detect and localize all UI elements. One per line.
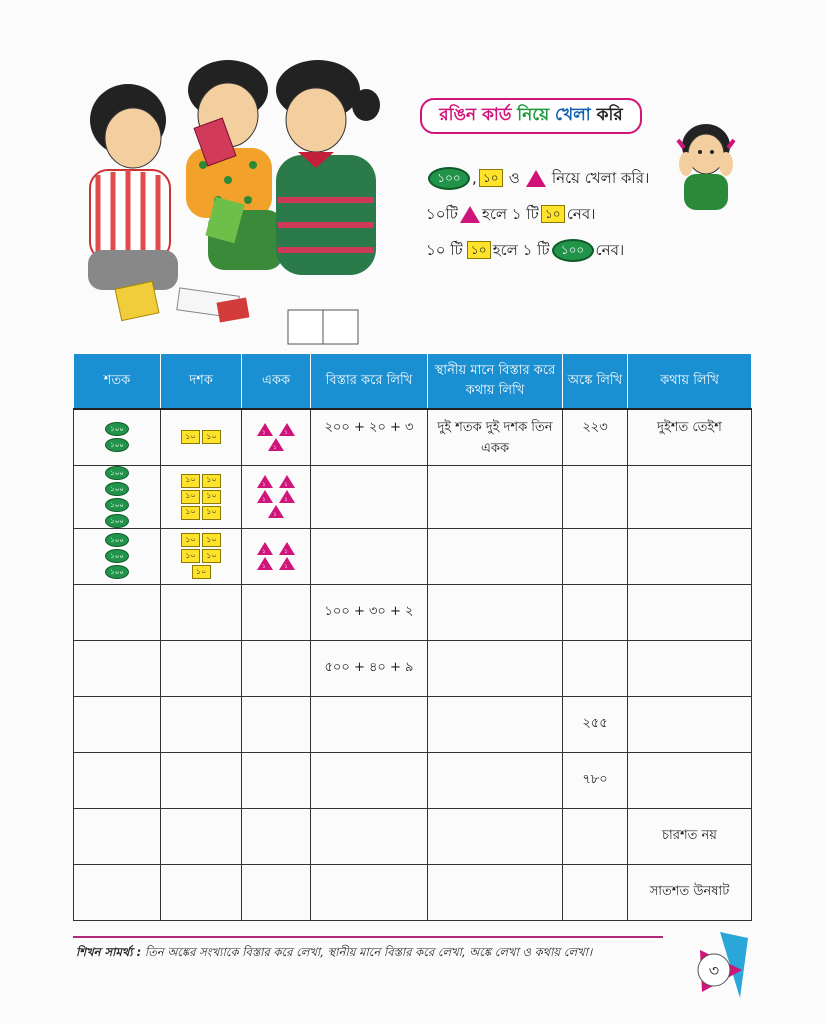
ten-cards-group xyxy=(179,533,223,579)
cell-words: দুইশত তেইশ xyxy=(628,409,752,465)
ten-card-icon: ১০ xyxy=(181,549,200,563)
cell-ones[interactable] xyxy=(242,584,311,640)
one-card-icon xyxy=(279,557,295,570)
one-card-label: ১ xyxy=(262,496,266,503)
table-header-row xyxy=(74,354,752,410)
one-card-label: ১ xyxy=(465,223,472,233)
ten-card-icon: ১০ xyxy=(202,430,221,444)
title-part-2: নিয়ে xyxy=(517,105,550,125)
ten-card-icon: ১০ xyxy=(202,506,221,520)
cell-tens[interactable] xyxy=(161,752,242,808)
page-number: ৩ xyxy=(708,961,720,980)
one-card-label: ১ xyxy=(284,548,288,555)
cell-tens xyxy=(161,409,242,465)
one-card-icon xyxy=(257,475,273,488)
table-row xyxy=(74,808,752,864)
rule-3-pre: ১০ টি xyxy=(426,241,463,259)
table-row xyxy=(74,752,752,808)
hundred-card-icon: ১০০ xyxy=(105,482,129,496)
cell-hundreds[interactable] xyxy=(74,864,161,920)
rule-1 xyxy=(426,160,649,196)
cell-hundreds[interactable] xyxy=(74,808,161,864)
one-card-label: ১ xyxy=(284,481,288,488)
cell-expanded: ১০০ + ৩০ + ২ xyxy=(311,584,428,640)
one-card-label: ১ xyxy=(284,429,288,437)
cell-digits: ২২৩ xyxy=(563,409,628,465)
place-value-table xyxy=(73,353,752,921)
cell-words[interactable] xyxy=(628,640,752,696)
rule-2-pre: ১০টি xyxy=(426,205,458,223)
cell-ones[interactable] xyxy=(242,640,311,696)
cell-tens[interactable] xyxy=(161,808,242,864)
cell-place[interactable] xyxy=(428,528,563,584)
one-card-icon xyxy=(257,542,273,555)
cell-digits[interactable] xyxy=(563,528,628,584)
ten-card-icon: ১০ xyxy=(181,533,200,547)
header-words: কথায় লিখি xyxy=(628,354,752,410)
cell-place[interactable] xyxy=(428,584,563,640)
ten-card-icon: ১০ xyxy=(541,205,565,223)
ten-card-icon: ১০ xyxy=(181,490,200,504)
one-card-icon xyxy=(279,475,295,488)
header-digits: অঙ্কে লিখি xyxy=(563,354,628,410)
one-card-label: ১ xyxy=(262,548,266,555)
hundred-card-icon: ১০০ xyxy=(105,438,129,452)
one-card-label: ১ xyxy=(262,563,266,570)
cell-expanded[interactable] xyxy=(311,752,428,808)
one-card-label: ১ xyxy=(284,496,288,503)
cell-place[interactable] xyxy=(428,864,563,920)
learning-outcome-text: তিন অঙ্কের সংখ্যাকে বিস্তার করে লেখা, স্থানীয় মানে বিস্তার করে লেখা, অঙ্কে লেখা ও কথায় লেখা। xyxy=(144,945,593,959)
table-row xyxy=(74,696,752,752)
table-row xyxy=(74,528,752,584)
cell-hundreds[interactable] xyxy=(74,640,161,696)
hundred-card-icon: ১০০ xyxy=(105,565,129,579)
title-part-3: খেলা xyxy=(555,105,591,125)
one-card-icon xyxy=(257,490,273,503)
one-card-label: ১ xyxy=(273,444,277,452)
cell-words[interactable] xyxy=(628,465,752,528)
game-rules xyxy=(426,160,649,268)
ten-card-icon: ১০ xyxy=(192,565,211,579)
cell-ones[interactable] xyxy=(242,752,311,808)
header-tens: দশক xyxy=(161,354,242,410)
cell-expanded[interactable] xyxy=(311,528,428,584)
cell-tens[interactable] xyxy=(161,864,242,920)
cell-words[interactable] xyxy=(628,752,752,808)
cell-expanded[interactable] xyxy=(311,864,428,920)
hundred-card-icon: ১০০ xyxy=(105,533,129,547)
children-illustration xyxy=(78,60,398,350)
one-cards-group xyxy=(249,542,303,570)
hundred-card-icon: ১০০ xyxy=(428,167,470,190)
one-card-icon xyxy=(257,423,273,436)
cell-hundreds[interactable] xyxy=(74,584,161,640)
cell-tens xyxy=(161,465,242,528)
page-number-badge xyxy=(680,930,750,1000)
cell-place[interactable] xyxy=(428,465,563,528)
cell-digits[interactable] xyxy=(563,864,628,920)
title-part-1: রঙিন কার্ড xyxy=(439,105,512,125)
cell-tens[interactable] xyxy=(161,696,242,752)
thinking-girl-illustration xyxy=(670,120,742,212)
footer-divider xyxy=(73,936,663,938)
cell-digits[interactable] xyxy=(563,465,628,528)
cell-words: চারশত নয় xyxy=(628,808,752,864)
rule-3-post: নেব। xyxy=(595,241,625,259)
one-card-icon xyxy=(257,557,273,570)
rule-3 xyxy=(426,232,649,268)
ten-card-icon: ১০ xyxy=(467,241,491,259)
cell-ones xyxy=(242,465,311,528)
ten-cards-group xyxy=(179,474,223,520)
cell-place: দুই শতক দুই দশক তিন একক xyxy=(428,409,563,465)
one-card-icon xyxy=(460,206,480,233)
ten-card-icon: ১০ xyxy=(181,506,200,520)
table-row xyxy=(74,584,752,640)
header-place-value-words: স্থানীয় মানে বিস্তার করে কথায় লিখি xyxy=(428,354,563,410)
cell-expanded[interactable] xyxy=(311,808,428,864)
cell-hundreds[interactable] xyxy=(74,752,161,808)
hundred-cards-group xyxy=(91,466,143,528)
cell-ones[interactable] xyxy=(242,864,311,920)
hundred-card-icon: ১০০ xyxy=(105,549,129,563)
ten-card-icon: ১০ xyxy=(202,533,221,547)
cell-ones[interactable] xyxy=(242,808,311,864)
one-card-icon xyxy=(526,170,546,197)
cell-digits: ৭৮০ xyxy=(563,752,628,808)
title-part-4: করি xyxy=(596,105,623,125)
rule-2-post: নেব। xyxy=(566,205,596,223)
one-card-icon xyxy=(268,505,284,518)
cell-hundreds[interactable] xyxy=(74,696,161,752)
cell-expanded[interactable] xyxy=(311,465,428,528)
activity-title xyxy=(420,98,642,134)
table-row xyxy=(74,640,752,696)
learning-outcome xyxy=(76,944,592,963)
rule-1-comma: , xyxy=(472,169,477,187)
ten-card-icon: ১০ xyxy=(479,169,503,187)
hundred-cards-group xyxy=(91,533,143,579)
hundred-card-icon: ১০০ xyxy=(105,514,129,528)
one-cards-group xyxy=(249,423,303,451)
cell-tens xyxy=(161,528,242,584)
cell-ones xyxy=(242,409,311,465)
cell-words[interactable] xyxy=(628,696,752,752)
header-expanded: বিস্তার করে লিখি xyxy=(311,354,428,410)
hundred-card-icon: ১০০ xyxy=(105,466,129,480)
rule-1-and: ও xyxy=(508,169,520,187)
hundred-cards-group xyxy=(91,422,143,452)
hundred-card-icon: ১০০ xyxy=(552,239,594,262)
ten-card-icon: ১০ xyxy=(181,430,200,444)
cell-digits[interactable] xyxy=(563,640,628,696)
rule-2 xyxy=(426,196,649,232)
cell-tens[interactable] xyxy=(161,584,242,640)
cell-tens[interactable] xyxy=(161,640,242,696)
table-row xyxy=(74,864,752,920)
cell-hundreds xyxy=(74,409,161,465)
cell-words[interactable] xyxy=(628,528,752,584)
one-card-icon xyxy=(279,490,295,503)
cell-expanded[interactable] xyxy=(311,696,428,752)
one-card-label: ১ xyxy=(262,429,266,437)
one-card-icon xyxy=(268,438,284,451)
cell-place[interactable] xyxy=(428,808,563,864)
table-row xyxy=(74,465,752,528)
rule-1-text: নিয়ে খেলা করি। xyxy=(551,169,650,187)
one-cards-group xyxy=(249,475,303,518)
learning-outcome-label: শিখন সামর্থ্য : xyxy=(76,945,142,959)
rule-3-mid: হলে ১ টি xyxy=(492,241,550,259)
cell-words[interactable] xyxy=(628,584,752,640)
rule-2-mid: হলে ১ টি xyxy=(481,205,539,223)
one-card-label: ১ xyxy=(284,563,288,570)
cell-digits[interactable] xyxy=(563,808,628,864)
ten-card-icon: ১০ xyxy=(202,490,221,504)
ten-cards-group xyxy=(179,430,223,444)
one-card-icon xyxy=(279,542,295,555)
one-card-label: ১ xyxy=(262,481,266,488)
ten-card-icon: ১০ xyxy=(202,549,221,563)
cell-expanded: ২০০ + ২০ + ৩ xyxy=(311,409,428,465)
header-hundreds: শতক xyxy=(74,354,161,410)
one-card-icon xyxy=(279,423,295,436)
one-card-label: ১ xyxy=(273,511,277,518)
hundred-card-icon: ১০০ xyxy=(105,422,129,436)
one-card-label: ১ xyxy=(531,187,538,197)
ten-card-icon: ১০ xyxy=(202,474,221,488)
table-row xyxy=(74,409,752,465)
cell-place[interactable] xyxy=(428,752,563,808)
cell-place[interactable] xyxy=(428,696,563,752)
cell-ones xyxy=(242,528,311,584)
cell-hundreds xyxy=(74,465,161,528)
cell-expanded: ৫০০ + ৪০ + ৯ xyxy=(311,640,428,696)
hundred-card-icon: ১০০ xyxy=(105,498,129,512)
ten-card-icon: ১০ xyxy=(181,474,200,488)
cell-ones[interactable] xyxy=(242,696,311,752)
cell-place[interactable] xyxy=(428,640,563,696)
cell-digits[interactable] xyxy=(563,584,628,640)
cell-words: সাতশত উনষাট xyxy=(628,864,752,920)
cell-digits: ২৫৫ xyxy=(563,696,628,752)
cell-hundreds xyxy=(74,528,161,584)
header-ones: একক xyxy=(242,354,311,410)
